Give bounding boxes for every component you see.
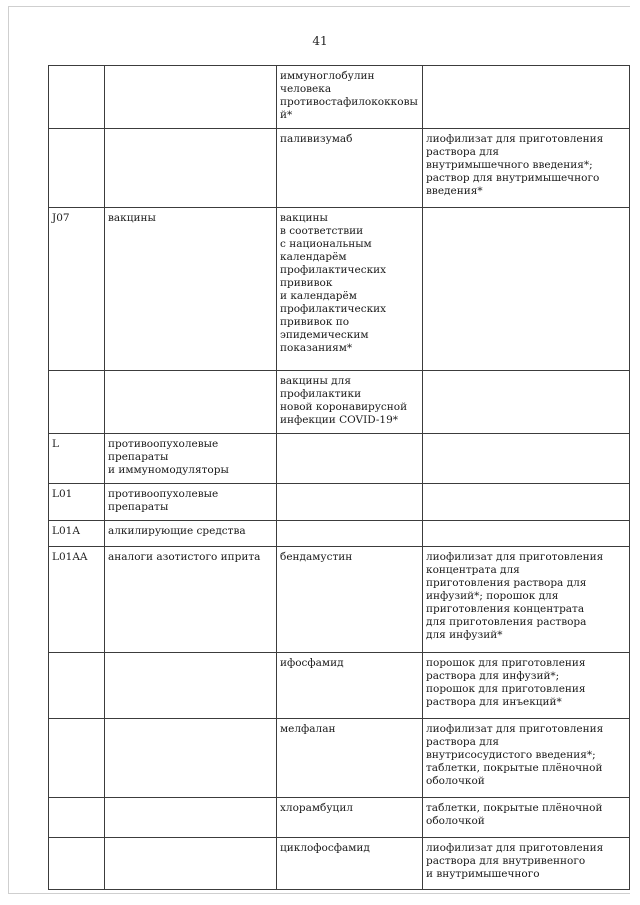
dosage-form-cell [423,838,630,890]
anatomical-group-text: аналоги азотистого иприта [108,551,261,563]
left-scan-edge [8,6,9,893]
atc-code-cell [49,521,105,547]
drug-name-text: паливизумаб [280,133,353,145]
anatomical-group-cell [105,208,277,371]
dosage-form-cell [423,653,630,719]
anatomical-group-cell [105,484,277,521]
anatomical-group-cell [105,66,277,129]
drug-name-cell [277,521,423,547]
anatomical-group-cell [105,434,277,484]
anatomical-group-cell [105,838,277,890]
top-scan-edge [8,6,630,7]
dosage-form-text: таблетки, покрытые плёночной оболочкой [426,802,603,827]
atc-code-cell [49,838,105,890]
atc-code-text: J07 [52,212,70,224]
dosage-form-cell [423,719,630,798]
drug-name-cell [277,434,423,484]
atc-code-cell [49,129,105,208]
anatomical-group-cell [105,798,277,838]
dosage-form-cell [423,434,630,484]
atc-code-cell [49,371,105,434]
atc-code-cell [49,547,105,653]
drug-name-text: циклофосфамид [280,842,370,854]
dosage-form-cell [423,521,630,547]
drug-name-cell [277,208,423,371]
atc-code-cell [49,798,105,838]
anatomical-group-cell [105,521,277,547]
atc-code-cell [49,484,105,521]
table-row [49,838,630,890]
drug-name-text: иммуноглобулин человека противостафилококковый* [280,70,418,121]
table-row [49,521,630,547]
dosage-form-text: лиофилизат для приготовления раствора для внутривенного и внутримышечного [426,842,604,880]
dosage-form-cell [423,208,630,371]
table-row [49,547,630,653]
bottom-scan-edge [8,893,630,894]
anatomical-group-cell [105,653,277,719]
drug-name-cell [277,371,423,434]
table-row [49,653,630,719]
dosage-form-text: лиофилизат для приготовления концентрата для приготовления раствора для инфузий*; порошок для приготовления концентрата для приготовления раствора для инфузий* [426,551,604,641]
atc-code-cell [49,66,105,129]
anatomical-group-cell [105,129,277,208]
drug-name-text: бендамустин [280,551,353,563]
atc-code-cell [49,208,105,371]
drug-name-text: вакцины в соответствии с национальным календарём профилактических прививок и календарём профилактических прививок по эпидемическим показаниям* [280,212,387,354]
atc-code-cell [49,719,105,798]
dosage-form-cell [423,371,630,434]
anatomical-group-text: противоопухолевые препараты [108,488,219,513]
atc-code-text: L01AA [52,551,88,563]
drug-name-cell [277,653,423,719]
drug-name-text: вакцины для профилактики новой коронавирусной инфекции COVID-19* [280,375,408,426]
medicines-table [48,65,630,890]
page-number: 41 [312,34,328,48]
table-row [49,208,630,371]
anatomical-group-text: вакцины [108,212,156,224]
drug-name-text: хлорамбуцил [280,802,353,814]
dosage-form-cell [423,484,630,521]
drug-name-text: мелфалан [280,723,336,735]
dosage-form-cell [423,798,630,838]
anatomical-group-text: противоопухолевые препараты и иммуномодуляторы [108,438,229,476]
drug-name-cell [277,719,423,798]
table-row [49,719,630,798]
dosage-form-text: лиофилизат для приготовления раствора для внутрисосудистого введения*; таблетки, покрытые плёночной оболочкой [426,723,604,787]
atc-code-text: L01 [52,488,73,500]
drug-name-cell [277,547,423,653]
drug-name-text: ифосфамид [280,657,344,669]
anatomical-group-cell [105,547,277,653]
drug-name-cell [277,798,423,838]
dosage-form-text: порошок для приготовления раствора для инфузий*; порошок для приготовления раствора для инъекций* [426,657,586,708]
anatomical-group-cell [105,371,277,434]
atc-code-text: L01A [52,525,80,537]
drug-name-cell [277,484,423,521]
medicines-table-body [49,66,630,890]
dosage-form-cell [423,66,630,129]
table-row [49,129,630,208]
atc-code-cell [49,434,105,484]
anatomical-group-text: алкилирующие средства [108,525,246,537]
drug-name-cell [277,66,423,129]
table-row [49,484,630,521]
table-row [49,66,630,129]
dosage-form-cell [423,547,630,653]
drug-name-cell [277,129,423,208]
dosage-form-cell [423,129,630,208]
table-row [49,371,630,434]
anatomical-group-cell [105,719,277,798]
table-row [49,434,630,484]
atc-code-cell [49,653,105,719]
drug-name-cell [277,838,423,890]
atc-code-text: L [52,438,59,450]
table-row [49,798,630,838]
dosage-form-text: лиофилизат для приготовления раствора для внутримышечного введения*; раствор для внутримышечного введения* [426,133,604,197]
